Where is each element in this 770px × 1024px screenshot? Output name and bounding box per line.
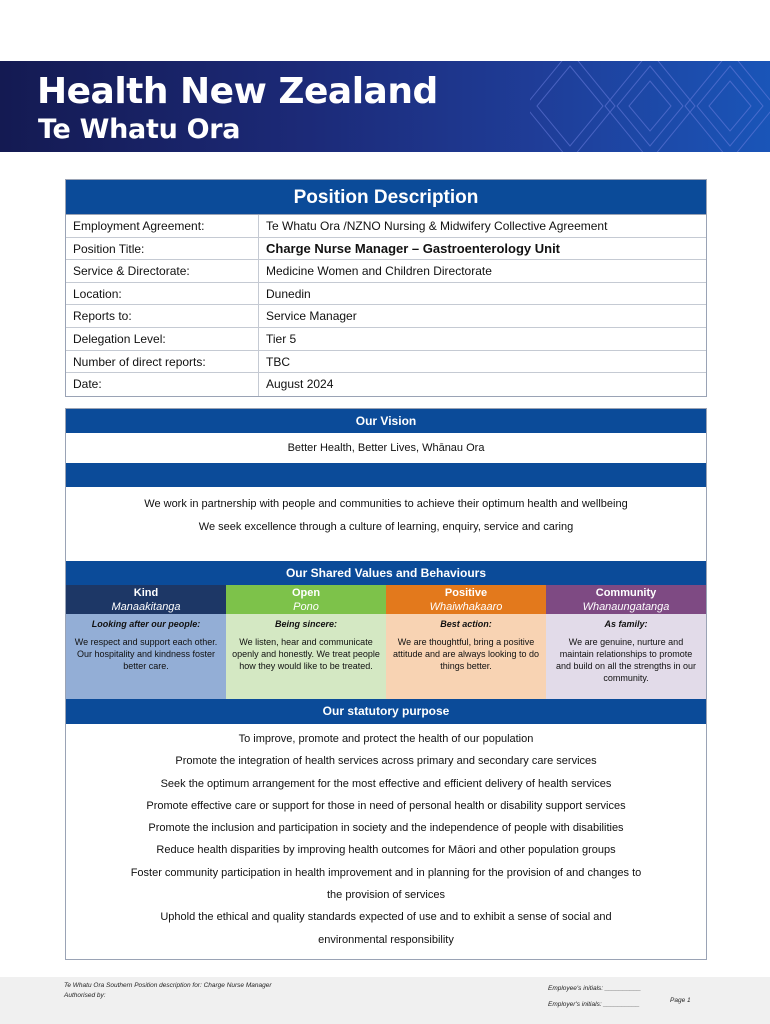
- list-item: Reduce health disparities by improving health outcomes for Māori and other population groups: [156, 844, 616, 857]
- row-label: Employment Agreement:: [66, 215, 259, 237]
- page-footer: [0, 977, 770, 1024]
- row-value: Service Manager: [266, 309, 357, 324]
- row-value: TBC: [266, 354, 290, 369]
- list-item: Promote effective care or support for those in need of personal health or disability support services: [146, 799, 626, 812]
- table-row: [66, 305, 706, 328]
- value-name: Open: [291, 587, 321, 599]
- list-item: Promote the integration of health services across primary and secondary care services: [175, 755, 597, 768]
- footer-description: Te Whatu Ora Southern Position description for: Charge Nurse Manager: [64, 982, 272, 989]
- organisation-maori-name: Te Whatu Ora: [38, 114, 241, 145]
- value-text: We respect and support each other. Our hospitality and kindness foster better care.: [74, 637, 218, 671]
- value-header: [66, 585, 226, 614]
- row-value: August 2024: [266, 377, 334, 392]
- mission-statements: [66, 487, 706, 561]
- employer-initials-field[interactable]: Employer's initials: __________: [548, 1001, 640, 1008]
- table-row: [66, 373, 706, 396]
- row-label: Number of direct reports:: [66, 351, 259, 373]
- employee-initials-field[interactable]: Employee's initials: __________: [548, 985, 642, 992]
- list-item: To improve, promote and protect the health of our population: [238, 733, 534, 745]
- row-label: Location:: [66, 283, 259, 305]
- table-row: [66, 238, 706, 261]
- value-maori-name: Pono: [293, 601, 319, 613]
- statutory-heading: Our statutory purpose: [66, 699, 706, 724]
- value-lead: Being sincere:: [274, 619, 338, 629]
- statutory-list: [66, 724, 706, 959]
- header-banner: [0, 61, 770, 152]
- row-label: Position Title:: [66, 238, 259, 260]
- value-description: [546, 614, 706, 699]
- row-label: Delegation Level:: [66, 328, 259, 350]
- position-description-heading: Position Description: [66, 180, 706, 215]
- table-row: [66, 260, 706, 283]
- vision-heading: Our Vision: [66, 409, 706, 433]
- value-open: [226, 585, 386, 699]
- vision-values-section: [65, 408, 707, 960]
- value-positive: [386, 585, 546, 699]
- row-label: Reports to:: [66, 305, 259, 327]
- row-value: Te Whatu Ora /NZNO Nursing & Midwifery Collective Agreement: [266, 219, 608, 233]
- value-text: We are thoughtful, bring a positive attitude and are always looking to do things better.: [392, 637, 540, 671]
- value-description: [226, 614, 386, 699]
- row-value: Medicine Women and Children Directorate: [266, 264, 492, 279]
- footer-authorised: Authorised by:: [64, 992, 106, 999]
- value-maori-name: Whaiwhakaaro: [429, 601, 503, 613]
- list-item: Foster community participation in health improvement and in planning for the provision of and changes to the provision of services: [130, 866, 642, 902]
- value-maori-name: Manaakitanga: [111, 601, 181, 613]
- vision-statement: Better Health, Better Lives, Whānau Ora: [287, 442, 485, 454]
- value-description: [66, 614, 226, 699]
- list-item: Promote the inclusion and participation in society and the independence of people with disabilities: [148, 822, 624, 835]
- value-lead: Looking after our people:: [91, 619, 201, 629]
- row-value: Tier 5: [266, 331, 297, 346]
- value-lead: Best action:: [440, 619, 492, 629]
- value-maori-name: Whanaungatanga: [582, 601, 670, 613]
- value-name: Community: [595, 587, 657, 599]
- value-name: Kind: [133, 587, 159, 599]
- row-value: Dunedin: [266, 286, 311, 301]
- value-lead: As family:: [604, 619, 648, 629]
- footer-document-info: [64, 981, 272, 1001]
- value-community: [546, 585, 706, 699]
- value-header: [546, 585, 706, 614]
- values-grid: [66, 585, 706, 699]
- page-number: Page 1: [670, 997, 691, 1004]
- table-row: [66, 328, 706, 351]
- value-kind: [66, 585, 226, 699]
- table-row: [66, 351, 706, 374]
- position-title-value: Charge Nurse Manager – Gastroenterology Unit: [266, 240, 561, 256]
- value-header: [386, 585, 546, 614]
- footer-initials: [548, 981, 641, 1013]
- divider-bar: [66, 463, 706, 487]
- values-heading: Our Shared Values and Behaviours: [66, 561, 706, 585]
- value-text: We listen, hear and communicate openly and honestly. We treat people how they would like to be treated.: [232, 637, 380, 671]
- decorative-pattern-icon: [530, 61, 770, 152]
- row-label: Service & Directorate:: [66, 260, 259, 282]
- value-description: [386, 614, 546, 699]
- row-label: Date:: [66, 373, 259, 396]
- value-header: [226, 585, 386, 614]
- mission-line: We seek excellence through a culture of learning, enquiry, service and caring: [198, 521, 574, 533]
- list-item: Seek the optimum arrangement for the most effective and efficient delivery of health services: [160, 777, 612, 790]
- value-name: Positive: [444, 587, 488, 599]
- value-text: We are genuine, nurture and maintain relationships to promote and build on all the strengths in our community.: [555, 637, 697, 683]
- table-row: [66, 283, 706, 306]
- position-description-table: [65, 179, 707, 397]
- table-row: [66, 215, 706, 238]
- mission-line: We work in partnership with people and communities to achieve their optimum health and wellbeing: [144, 498, 628, 510]
- organisation-name: Health New Zealand: [37, 71, 438, 112]
- list-item: Uphold the ethical and quality standards expected of use and to exhibit a sense of social and environmental responsibility: [160, 911, 612, 946]
